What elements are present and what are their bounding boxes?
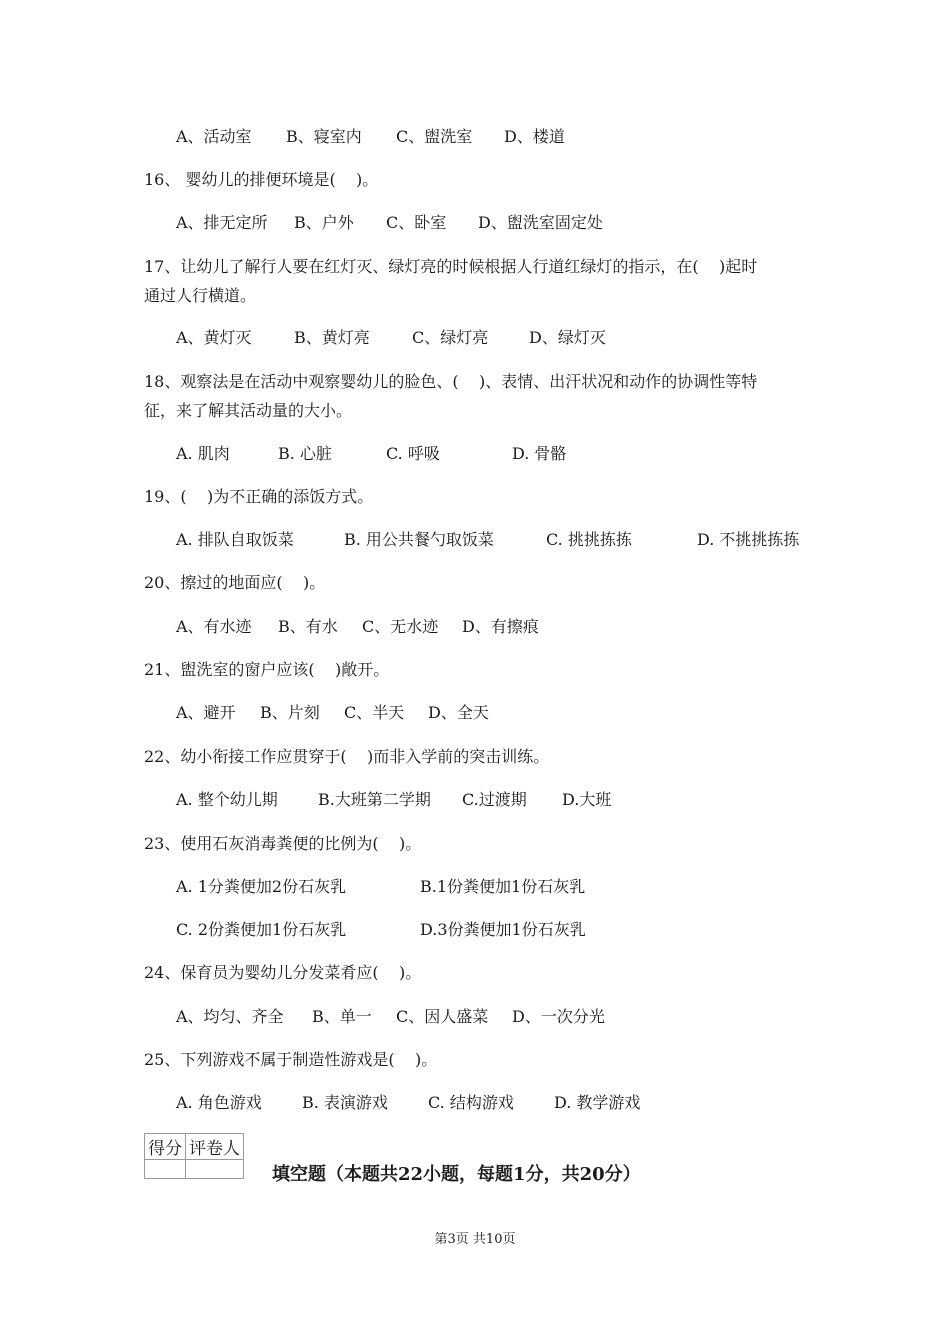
- q17-option-d: D、绿灯灭: [529, 328, 606, 347]
- q15-option-b: B、寝室内: [286, 127, 362, 146]
- q21-stem: 21、盥洗室的窗户应该( )敞开。: [144, 660, 390, 679]
- q18-option-c: C. 呼吸: [386, 444, 440, 463]
- q16-option-c: C、卧室: [386, 213, 447, 232]
- q19-option-c: C. 挑挑拣拣: [546, 530, 632, 549]
- q17-stem-line2: 通过人行横道。: [144, 286, 257, 305]
- q18-option-d: D. 骨骼: [512, 444, 567, 463]
- q17-option-b: B、黄灯亮: [294, 328, 370, 347]
- q21-option-b: B、片刻: [260, 703, 320, 722]
- q23-option-d: D.3份粪便加1份石灰乳: [420, 920, 586, 939]
- q25-option-c: C. 结构游戏: [428, 1093, 514, 1112]
- q24-option-d: D、一次分光: [512, 1007, 605, 1026]
- q21-option-a: A、避开: [176, 703, 236, 722]
- q22-option-c: C.过渡期: [462, 790, 527, 809]
- q16-option-b: B、户外: [294, 213, 354, 232]
- q22-option-b: B.大班第二学期: [318, 790, 431, 809]
- q19-option-b: B. 用公共餐勺取饭菜: [344, 530, 494, 549]
- section-title: 填空题（本题共22小题，每题1分，共20分）: [272, 1164, 641, 1185]
- q22-stem: 22、幼小衔接工作应贯穿于( )而非入学前的突击训练。: [144, 747, 550, 766]
- q21-option-d: D、全天: [428, 703, 489, 722]
- q18-option-b: B. 心脏: [278, 444, 332, 463]
- q24-option-c: C、因人盛菜: [396, 1007, 489, 1026]
- score-header: 得分: [145, 1134, 186, 1160]
- q19-option-d: D. 不挑挑拣拣: [697, 530, 800, 549]
- q21-option-c: C、半天: [344, 703, 405, 722]
- q20-option-b: B、有水: [278, 617, 338, 636]
- q20-stem: 20、擦过的地面应( )。: [144, 573, 326, 592]
- q15-option-a: A、活动室: [176, 127, 252, 146]
- score-cell[interactable]: [145, 1160, 186, 1179]
- q24-stem: 24、保育员为婴幼儿分发菜肴应( )。: [144, 963, 422, 982]
- q18-stem-line1: 18、观察法是在活动中观察婴幼儿的脸色、( )、表情、出汗状况和动作的协调性等特: [144, 372, 758, 391]
- q16-stem: 16、 婴幼儿的排便环境是( )。: [144, 170, 379, 189]
- grader-cell[interactable]: [186, 1160, 244, 1179]
- q23-stem: 23、使用石灰消毒粪便的比例为( )。: [144, 834, 422, 853]
- q25-option-a: A. 角色游戏: [176, 1093, 262, 1112]
- q22-option-a: A. 整个幼儿期: [176, 790, 278, 809]
- q16-option-d: D、盥洗室固定处: [478, 213, 603, 232]
- q20-option-c: C、无水迹: [362, 617, 439, 636]
- q19-option-a: A. 排队自取饭菜: [176, 530, 294, 549]
- q25-option-d: D. 教学游戏: [554, 1093, 641, 1112]
- q20-option-d: D、有擦痕: [462, 617, 539, 636]
- q23-option-b: B.1份粪便加1份石灰乳: [420, 877, 586, 896]
- q22-option-d: D.大班: [562, 790, 612, 809]
- q16-option-a: A、排无定所: [176, 213, 268, 232]
- q24-option-a: A、均匀、齐全: [176, 1007, 284, 1026]
- q19-stem: 19、( )为不正确的添饭方式。: [144, 487, 374, 506]
- q18-stem-line2: 征，来了解其活动量的大小。: [144, 401, 353, 420]
- page-number: 第3页 共10页: [434, 1232, 516, 1247]
- score-table: [144, 1133, 244, 1179]
- q23-option-c: C. 2份粪便加1份石灰乳: [176, 920, 347, 939]
- q23-option-a: A. 1分粪便加2份石灰乳: [176, 877, 347, 896]
- q17-option-c: C、绿灯亮: [412, 328, 489, 347]
- q15-option-d: D、楼道: [504, 127, 565, 146]
- q24-option-b: B、单一: [312, 1007, 372, 1026]
- q18-option-a: A. 肌肉: [176, 444, 230, 463]
- q17-option-a: A、黄灯灭: [176, 328, 252, 347]
- q20-option-a: A、有水迹: [176, 617, 252, 636]
- q25-option-b: B. 表演游戏: [302, 1093, 388, 1112]
- q15-option-c: C、盥洗室: [396, 127, 473, 146]
- q25-stem: 25、下列游戏不属于制造性游戏是( )。: [144, 1050, 438, 1069]
- q17-stem-line1: 17、让幼儿了解行人要在红灯灭、绿灯亮的时候根据人行道红绿灯的指示，在( )起时: [144, 257, 758, 276]
- grader-header: 评卷人: [186, 1134, 244, 1160]
